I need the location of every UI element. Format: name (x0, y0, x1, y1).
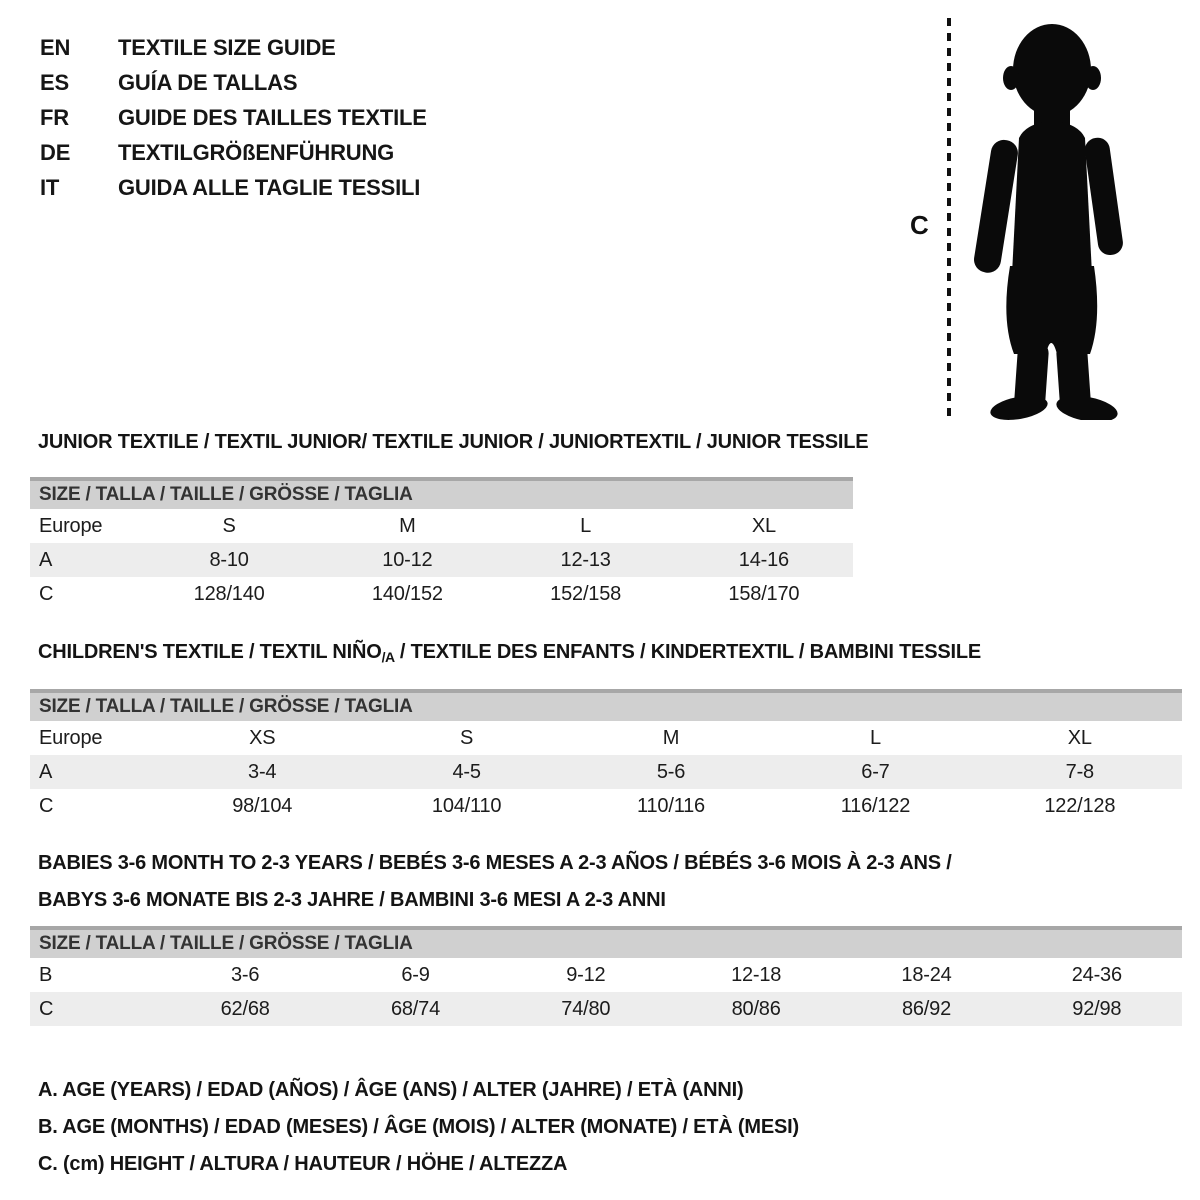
language-row-es (40, 65, 427, 100)
table-cell: 7-8 (1065, 760, 1094, 783)
table-cell: 86/92 (901, 997, 951, 1020)
table-cell: 158/170 (728, 582, 800, 605)
height-dotted-line (947, 18, 951, 418)
table-row-age (30, 755, 1182, 789)
table-cell: 3-6 (231, 963, 260, 986)
column-header-size: L (580, 514, 592, 537)
guide-title-en: TEXTILE SIZE GUIDE (118, 34, 336, 60)
row-label: C (39, 997, 54, 1020)
toddler-silhouette-image (963, 18, 1141, 420)
language-code: ES (40, 69, 69, 95)
language-row-en (40, 30, 427, 65)
legend-line-a: A. AGE (YEARS) / EDAD (AÑOS) / ÂGE (ANS) / ALTER (JAHRE) / ETÀ (ANNI) (38, 1079, 744, 1101)
babies-title-line2: BABYS 3-6 MONATE BIS 2-3 JAHRE / BAMBINI 3-6 MESI A 2-3 ANNI (38, 889, 666, 911)
babies-title-line1: BABIES 3-6 MONTH TO 2-3 YEARS / BEBÉS 3-6 MESES A 2-3 AÑOS / BÉBÉS 3-6 MOIS À 2-3 ANS / (38, 852, 952, 874)
table-cell: 74/80 (561, 997, 611, 1020)
table-row-header (30, 721, 1182, 755)
guide-title-fr: GUIDE DES TAILLES TEXTILE (118, 104, 427, 130)
children-title-prefix: CHILDREN'S TEXTILE / TEXTIL NIÑO (38, 641, 382, 663)
children-title-suffix: / TEXTILE DES ENFANTS / KINDERTEXTIL / BAMBINI TESSILE (394, 641, 982, 663)
language-code: IT (40, 174, 60, 200)
guide-title-it: GUIDA ALLE TAGLIE TESSILI (118, 174, 421, 200)
table-cell: 110/116 (637, 794, 705, 817)
language-title-list (40, 30, 427, 205)
junior-size-table (30, 477, 853, 611)
row-label: A (39, 548, 53, 571)
table-cell: 14-16 (738, 548, 789, 571)
column-header-size: XS (249, 726, 276, 749)
table-cell: 12-18 (731, 963, 782, 986)
row-label: A (39, 760, 53, 783)
table-cell: 8-10 (209, 548, 249, 571)
table-cell: 4-5 (452, 760, 481, 783)
table-cell: 92/98 (1072, 997, 1122, 1020)
size-header-band (30, 477, 853, 509)
table-row-months (30, 958, 1182, 992)
table-row-height (30, 789, 1182, 823)
children-size-table (30, 689, 1182, 823)
column-header-size: L (869, 726, 881, 749)
row-label: C (39, 794, 54, 817)
table-cell: 68/74 (390, 997, 441, 1020)
size-header-label: SIZE / TALLA / TAILLE / GRÖSSE / TAGLIA (39, 484, 413, 505)
size-header-band (30, 689, 1182, 721)
junior-section-title: JUNIOR TEXTILE / TEXTIL JUNIOR/ TEXTILE JUNIOR / JUNIORTEXTIL / JUNIOR TESSILE (38, 431, 869, 453)
table-cell: 152/158 (550, 582, 622, 605)
column-header-europe: Europe (39, 514, 103, 537)
table-row-height (30, 577, 853, 611)
language-row-fr (40, 100, 427, 135)
measurement-legend (38, 1072, 799, 1183)
table-cell: 6-7 (861, 760, 890, 783)
table-cell: 80/86 (731, 997, 781, 1020)
guide-title-es: GUÍA DE TALLAS (118, 69, 298, 95)
table-cell: 128/140 (193, 582, 265, 605)
language-code: DE (40, 139, 71, 165)
guide-title-de: TEXTILGRÖßENFÜHRUNG (118, 139, 395, 165)
language-code: FR (40, 104, 69, 130)
table-cell: 18-24 (901, 963, 952, 986)
column-header-size: M (662, 726, 680, 749)
language-row-it (40, 170, 427, 205)
table-cell: 12-13 (560, 548, 611, 571)
size-header-label: SIZE / TALLA / TAILLE / GRÖSSE / TAGLIA (39, 696, 413, 717)
column-header-size: M (399, 514, 416, 537)
legend-line-c: C. (cm) HEIGHT / ALTURA / HAUTEUR / HÖHE / ALTEZZA (38, 1153, 568, 1175)
language-code: EN (40, 34, 71, 60)
column-header-europe: Europe (39, 726, 103, 749)
table-cell: 9-12 (566, 963, 606, 986)
language-row-de (40, 135, 427, 170)
table-row-height (30, 992, 1182, 1026)
babies-size-table (30, 926, 1182, 1026)
legend-line-b: B. AGE (MONTHS) / EDAD (MESES) / ÂGE (MOIS) / ALTER (MONATE) / ETÀ (MESI) (38, 1116, 799, 1138)
table-cell: 10-12 (382, 548, 433, 571)
table-row-header (30, 509, 853, 543)
column-header-size: XL (1067, 726, 1092, 749)
babies-section-title (38, 845, 952, 919)
table-cell: 5-6 (656, 760, 686, 783)
table-cell: 98/104 (232, 794, 293, 817)
size-header-band (30, 926, 1182, 958)
column-header-size: XL (751, 514, 776, 537)
table-cell: 62/68 (220, 997, 270, 1020)
table-cell: 104/110 (431, 794, 502, 817)
column-header-size: S (222, 514, 236, 537)
children-section-title (38, 641, 981, 665)
table-cell: 140/152 (371, 582, 443, 605)
table-cell: 122/128 (1044, 794, 1116, 817)
table-cell: 116/122 (840, 794, 911, 817)
column-header-size: S (460, 726, 474, 749)
row-label: C (39, 582, 54, 605)
table-cell: 3-4 (248, 760, 277, 783)
children-title-sub: /A (381, 649, 395, 665)
table-cell: 24-36 (1071, 963, 1122, 986)
table-row-age (30, 543, 853, 577)
table-cell: 6-9 (401, 963, 430, 986)
height-measure-label: C (910, 210, 929, 240)
row-label: B (39, 963, 53, 986)
size-header-label: SIZE / TALLA / TAILLE / GRÖSSE / TAGLIA (39, 933, 413, 954)
